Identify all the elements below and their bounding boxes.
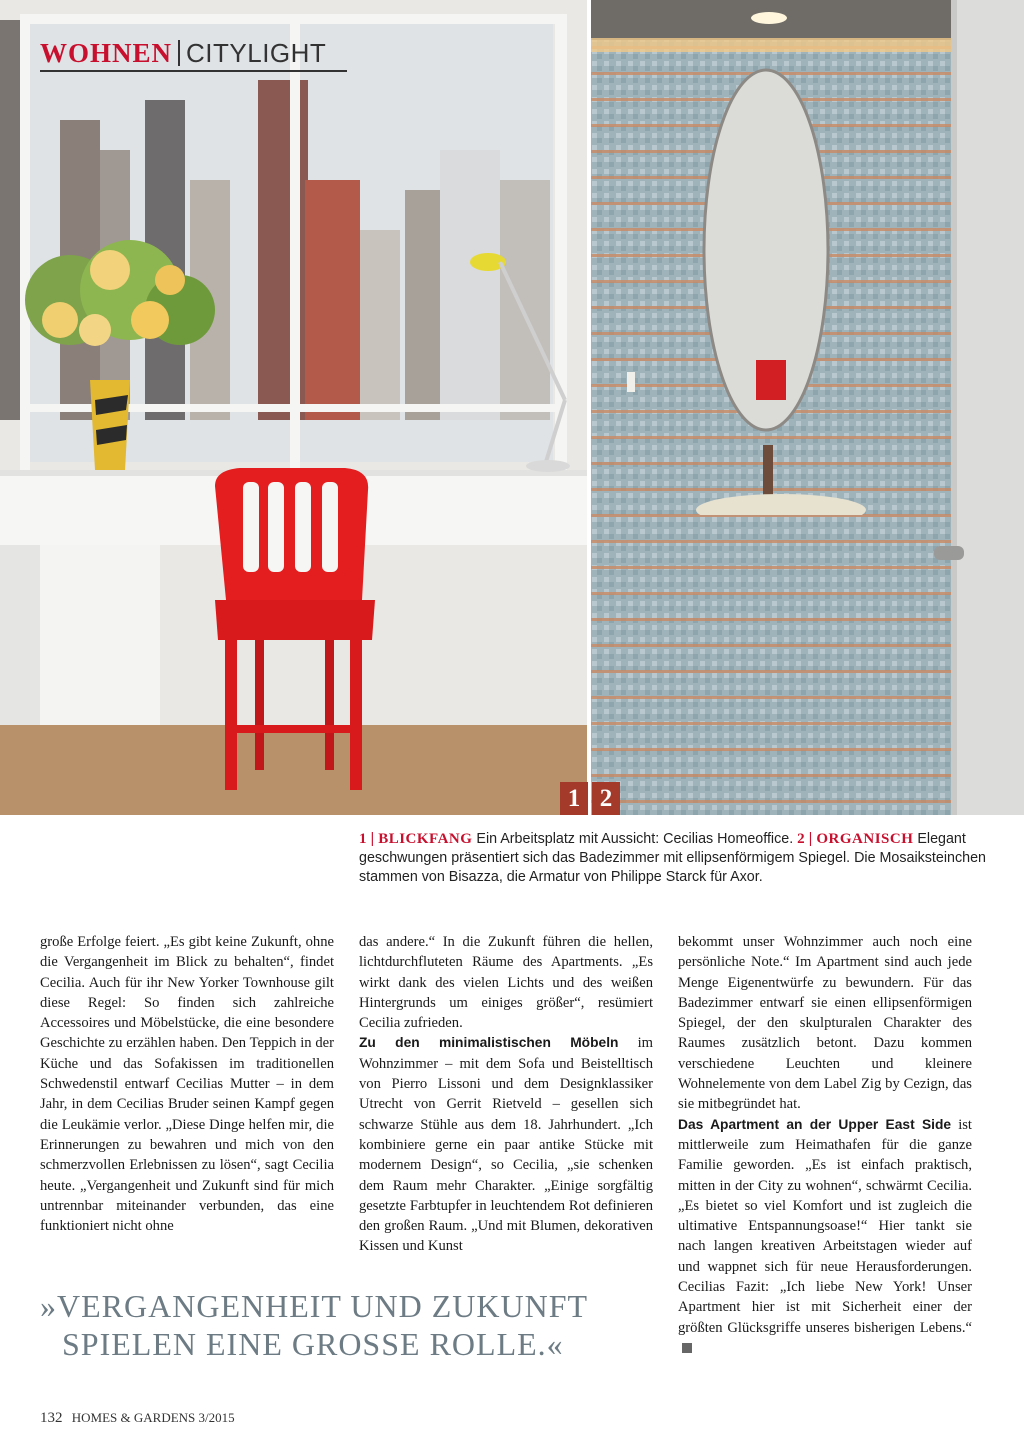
end-of-article-icon — [682, 1343, 692, 1353]
page-footer — [40, 1410, 235, 1427]
homeoffice-illustration — [0, 0, 587, 815]
magazine-issue: HOMES & GARDENS 3/2015 — [71, 1410, 235, 1425]
pull-quote — [40, 1287, 660, 1363]
caption-text-2: Elegant geschwungen präsentiert sich das Badezimmer mit ellipsenförmigem Spiegel. Die Mosaiksteinchen stammen von Bisazza, die Armatur von Philippe Starck für Axor. — [359, 831, 986, 885]
paragraph-lead: Zu den minimalistischen Möbeln — [359, 1035, 619, 1051]
body-paragraph: das andere.“ In die Zukunft führen die hellen, lichtdurchfluteten Räume des Apartments. „Es wirkt dank des vielen Lichts und des weißen Hintergrunds um einiges größer“, resümiert Cecilia zufrieden. — [359, 934, 653, 1032]
body-paragraph — [359, 1033, 653, 1256]
bathroom-illustration — [591, 0, 1024, 815]
bathroom-photo — [591, 0, 1024, 815]
body-column-1 — [40, 932, 334, 1236]
photo-caption — [359, 830, 1019, 887]
caption-text-1: Ein Arbeitsplatz mit Aussicht: Cecilias Homeoffice. — [476, 831, 794, 847]
paragraph-text: ist mittlerweile zum Heimathafen für die ganze Familie geworden. „Es ist einfach praktisch, mitten in der City zu wohnen“, schwärmt Cecilia. „Es bietet so viel Komfort und ist zugleich die ultimative Entspannungsoase!“ Hier tankt sie nach langen kreativen Arbeitstagen wieder auf und wappnet sich für neue Herausforderungen. Cecilias Fazit: „Ich liebe New York! Unser Apartment hier ist mit Sicherheit einer der größten Glücksgriffe unseres bisherigen Lebens.“ — [678, 1116, 972, 1336]
pull-quote-line-2: SPIELEN EINE GROSSE ROLLE.« — [62, 1326, 564, 1362]
section-header — [40, 38, 326, 68]
pull-quote-line-1: »VERGANGENHEIT UND ZUKUNFT — [40, 1288, 589, 1324]
photo-number-2: 2 — [592, 782, 620, 815]
paragraph-text: im Wohnzimmer – mit dem Sofa und Beistelltisch von Pierro Lissoni und dem Designklassiker Utrecht von Gerrit Rietveld – gesellen sich schwarze Stühle aus dem 18. Jahrhundert. „Ich kombiniere gerne ein paar antike Stücke mit modernem Design“, so Cecilia, „sie schenken dem Raum mehr Charakter. „Einige sorgfältig gesetzte Farbtupfer in leuchtendem Rot definieren den großen Raum. „Und mit Blumen, dekorativen Kissen und Kunst — [359, 1035, 653, 1255]
section-title: WOHNEN — [40, 38, 173, 68]
body-paragraph: bekommt unser Wohnzimmer auch noch eine persönliche Note.“ Im Apartment sind auch jede Menge Eigenentwürfe zu bewundern. Für das Badezimmer entwarf sie einen ellipsenförmigen Spiegel, der den skulpturalen Charakter des Raumes zusätzlich betont. Dazu kommen verschiedene Leuchten und kleinere Wohnelemente von dem Label Zig by Cezign, das sie mitbegründet hat. — [678, 934, 972, 1113]
section-subtitle: CITYLIGHT — [186, 38, 327, 68]
body-paragraph: große Erfolge feiert. „Es gibt keine Zukunft, ohne die Vergangenheit im Blick zu behalten“, findet Cecilia. Auch für ihr New Yorker Townhouse gilt diese Regel: So finden sich zahlreiche Accessoires und Möbelstücke, die eine besondere Geschichte zu erzählen haben. Den Teppich in der Küche und das Sofakissen im traditionellen Schwedenstil entwarf Cecilias Mutter – in dem Jahr, in dem Cecilias Bruder seinen Kampf gegen die Leukämie verlor. „Diese Dinge helfen mir, die Erinnerungen zu bewahren und mich von den schmerzvollen Erlebnissen zu lösen“, sagt Cecilia heute. „Vergangenheit und Zukunft sind für mich untrennbar miteinander verbunden, das eine funktioniert nicht ohne — [40, 934, 334, 1235]
caption-separator: | — [808, 831, 813, 847]
header-divider — [178, 40, 180, 66]
homeoffice-photo — [0, 0, 587, 815]
caption-number-1: 1 — [359, 831, 367, 847]
caption-heading-2: ORGANISCH — [816, 831, 914, 847]
paragraph-lead: Das Apartment an der Upper East Side — [678, 1116, 952, 1132]
header-underline — [40, 70, 347, 72]
caption-heading-1: BLICKFANG — [378, 831, 473, 847]
caption-number-2: 2 — [797, 831, 805, 847]
body-paragraph — [678, 1115, 972, 1359]
photo-number-1: 1 — [560, 782, 588, 815]
body-column-3 — [678, 932, 972, 1358]
body-column-2 — [359, 932, 653, 1257]
page-number: 132 — [40, 1410, 63, 1426]
caption-separator: | — [370, 831, 375, 847]
